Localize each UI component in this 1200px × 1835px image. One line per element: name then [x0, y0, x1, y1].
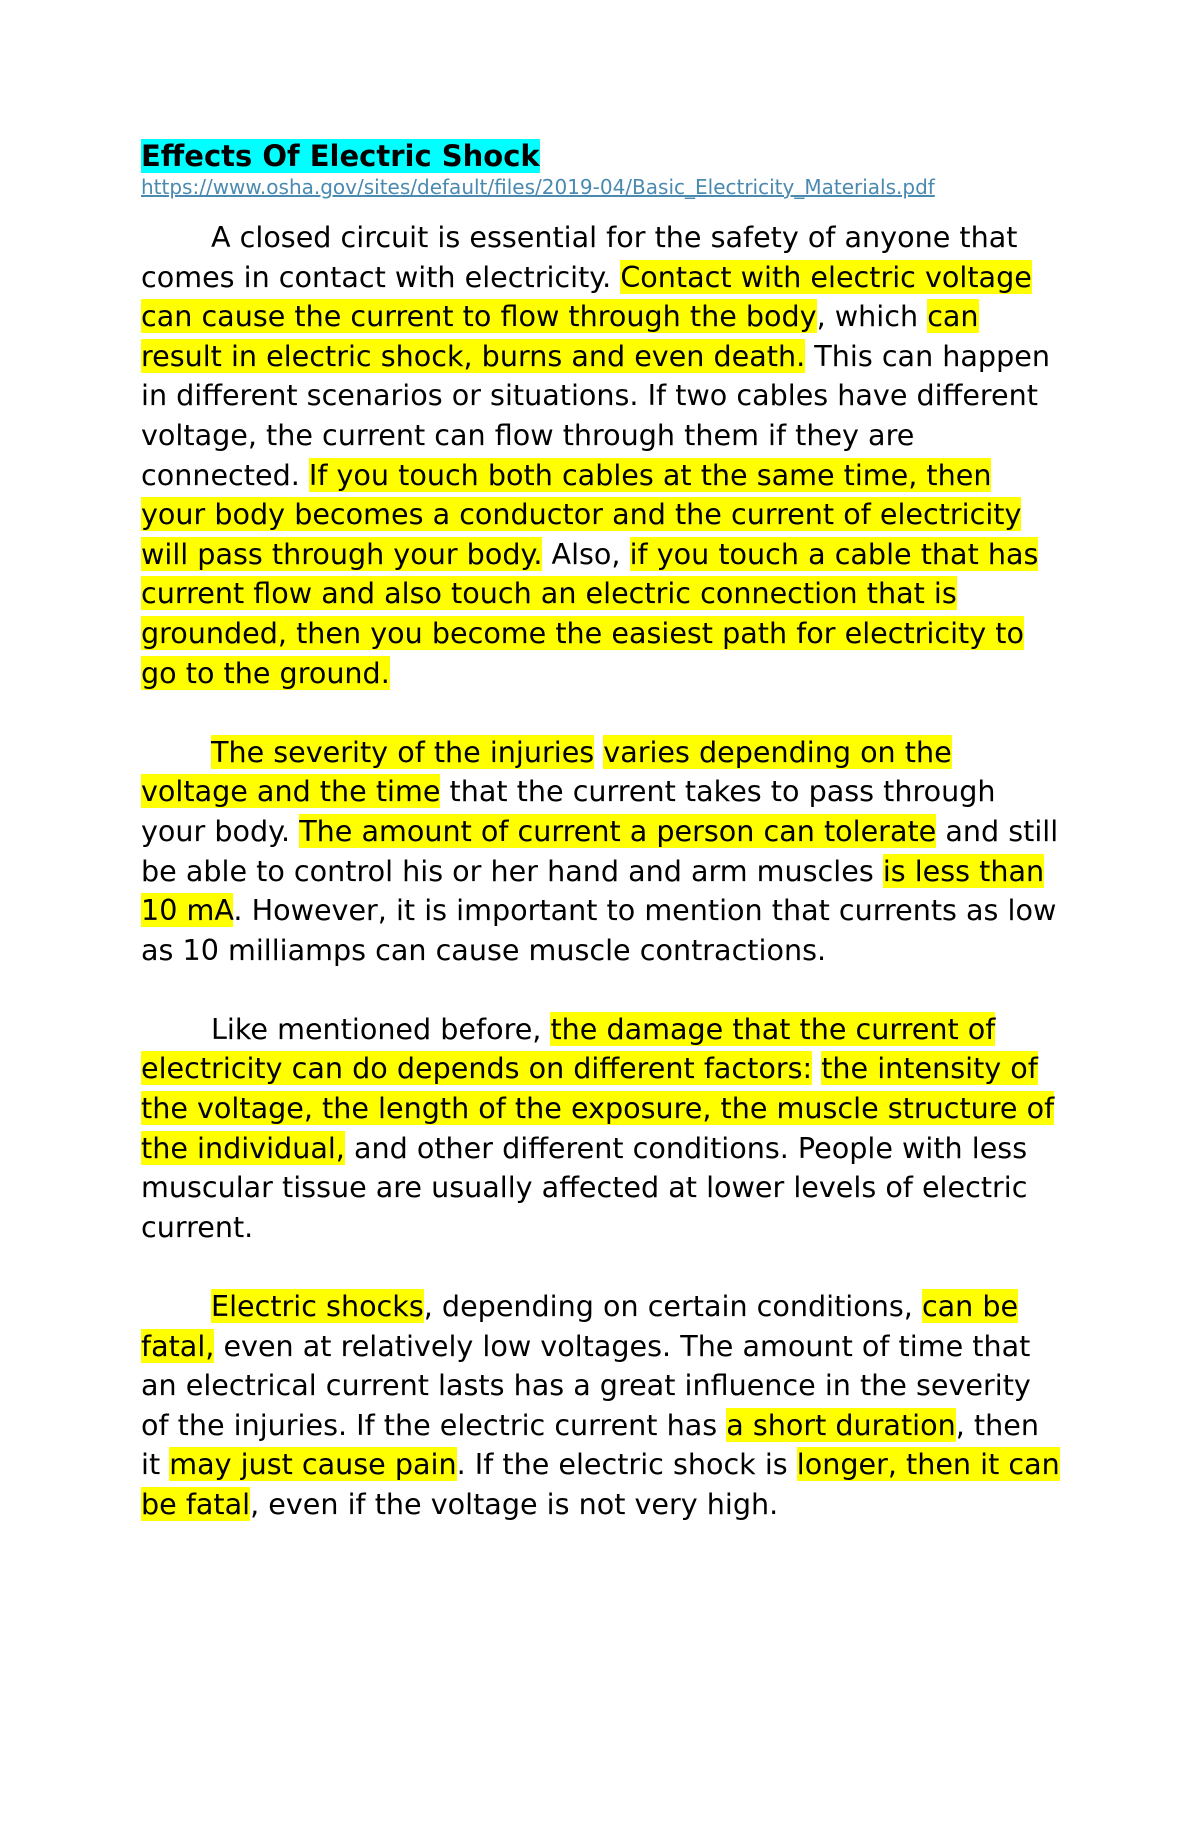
text-segment: [812, 1051, 821, 1085]
document-title-text: Effects Of Electric Shock: [141, 139, 540, 173]
document-body: [141, 138, 1061, 1564]
paragraph: [141, 733, 1061, 971]
highlighted-text: the intensity of the voltage, the length of the exposure, the muscle structure of the individual,: [141, 1051, 1055, 1165]
highlighted-text: a short duration: [726, 1407, 956, 1442]
highlighted-text: may just cause pain: [169, 1447, 457, 1482]
highlighted-text: longer, then it can be fatal: [141, 1447, 1060, 1521]
paragraphs: [141, 218, 1061, 1525]
text-segment: . If the electric shock is: [456, 1447, 797, 1482]
text-segment: A closed circuit is essential for the safety of anyone that comes in contact with electricity.: [141, 220, 1018, 294]
text-segment: and other different conditions. People with less muscular tissue are usually affected at lower levels of electric current.: [141, 1130, 1028, 1244]
highlighted-text: If you touch both cables at the same time, then your body becomes a conductor and the current of electricity will pass through your body.: [141, 457, 1022, 571]
highlighted-text: Electric shocks: [211, 1289, 424, 1324]
text-segment: . However, it is important to mention that currents as low as 10 milliamps can cause muscle contractions.: [141, 893, 1057, 967]
text-segment: , even if the voltage is not very high.: [250, 1487, 779, 1521]
text-segment: [594, 735, 603, 769]
highlighted-text: can result in electric shock, burns and even death.: [141, 299, 979, 373]
text-segment: , depending on certain conditions,: [423, 1289, 922, 1324]
highlighted-text: if you touch a cable that has current flow and also touch an electric connection that is grounded, then you become the easiest path for electricity to go to the ground.: [141, 536, 1039, 690]
paragraph: [141, 1287, 1061, 1525]
text-segment: and still be able to control his or her hand and arm muscles: [141, 813, 1059, 888]
highlighted-text: The amount of current a person can tolerate: [299, 813, 937, 848]
highlighted-text: The severity of the injuries: [211, 734, 595, 769]
text-segment: that the current takes to pass through your body.: [141, 774, 996, 848]
document-title: [141, 138, 1061, 174]
paragraph: [141, 218, 1061, 693]
highlighted-text: varies depending on the voltage and the time: [141, 734, 952, 809]
text-segment: , which: [816, 299, 928, 334]
highlighted-text: can be fatal,: [141, 1289, 1019, 1363]
highlighted-text: the damage that the current of electricity can do depends on different factors:: [141, 1011, 996, 1086]
highlighted-text: is less than 10 mA: [141, 853, 1045, 928]
text-segment: , then it: [141, 1407, 1039, 1482]
text-segment: This can happen in different scenarios or situations. If two cables have different voltage, the current can flow through them if they are connected.: [141, 338, 1050, 492]
highlighted-text: Contact with electric voltage can cause the current to flow through the body: [141, 259, 1032, 334]
text-segment: even at relatively low voltages. The amount of time that an electrical current lasts has a great influence in the severity of the injuries. If the electric current has: [141, 1328, 1031, 1442]
source-link[interactable]: https://www.osha.gov/sites/default/files/2019-04/Basic_Electricity_Materials.pdf: [141, 175, 935, 199]
text-segment: Also,: [542, 536, 630, 571]
text-segment: Like mentioned before,: [211, 1011, 551, 1046]
paragraph: [141, 1010, 1061, 1248]
